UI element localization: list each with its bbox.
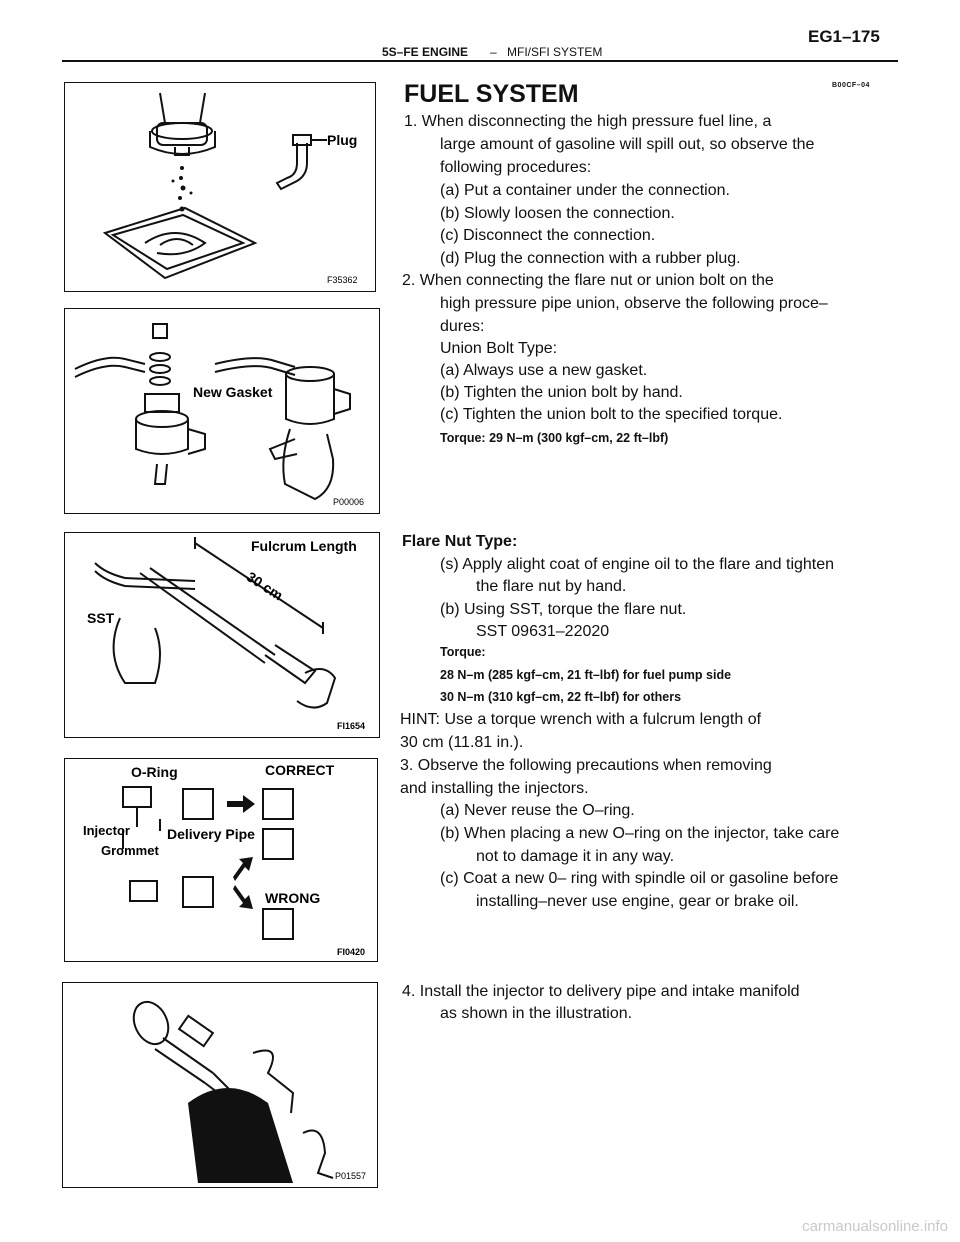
torque-label: Torque:	[440, 645, 486, 659]
label-grommet: Grommet	[101, 843, 159, 858]
figure-new-gasket	[64, 308, 380, 514]
text-line: high pressure pipe union, observe the following proce–	[440, 295, 828, 312]
text-line: 3. Observe the following precautions when removing	[400, 757, 772, 774]
text-line: (b) Slowly loosen the connection.	[440, 205, 675, 222]
label-new-gasket: New Gasket	[193, 384, 273, 400]
subheading-flare-nut: Flare Nut Type:	[402, 533, 518, 550]
figure-injector-install	[62, 982, 378, 1188]
text-line: installing–never use engine, gear or brake oil.	[476, 893, 799, 910]
torque-spec: 28 N–m (285 kgf–cm, 21 ft–lbf) for fuel pump side	[440, 668, 732, 682]
label-30cm: 30 cm	[243, 568, 286, 604]
label-wrong: WRONG	[265, 890, 321, 906]
header-system: MFI/SFI SYSTEM	[507, 45, 603, 59]
watermark-footer: carmanualsonline.info	[802, 1218, 948, 1235]
text-line: 4. Install the injector to delivery pipe and intake manifold	[402, 983, 800, 1000]
torque-spec: Torque: 29 N–m (300 kgf–cm, 22 ft–lbf)	[440, 431, 669, 445]
header-dash: –	[490, 45, 497, 59]
label-o-ring: O-Ring	[131, 764, 178, 780]
text-line: (s) Apply alight coat of engine oil to the flare and tighten	[440, 556, 835, 573]
figure-id-fi1654: FI1654	[337, 721, 366, 731]
text-line: Union Bolt Type:	[440, 340, 558, 357]
figure-plug	[64, 82, 376, 292]
figure-id-fi0420: FI0420	[337, 947, 366, 957]
text-line: SST 09631–22020	[476, 623, 610, 640]
figure-fulcrum-length	[64, 532, 380, 738]
header-engine: 5S–FE ENGINE	[382, 45, 469, 59]
text-line: (d) Plug the connection with a rubber plug.	[440, 250, 741, 267]
section-code: B00CF–04	[832, 82, 870, 89]
text-line: following procedures:	[440, 159, 592, 176]
text-line: not to damage it in any way.	[476, 848, 675, 865]
figure-id-p00006: P00006	[333, 497, 365, 507]
label-fulcrum-length: Fulcrum Length	[251, 538, 357, 554]
page-number: EG1–175	[808, 27, 880, 46]
label-plug: Plug	[327, 132, 358, 148]
text-line: (c) Coat a new 0– ring with spindle oil or gasoline before	[440, 870, 839, 887]
text-line: (a) Put a container under the connection.	[440, 182, 730, 199]
text-line: 30 cm (11.81 in.).	[400, 734, 524, 751]
page-title: FUEL SYSTEM	[404, 80, 579, 108]
text-line: (a) Never reuse the O–ring.	[440, 802, 635, 819]
text-line: 1. When disconnecting the high pressure fuel line, a	[404, 113, 772, 130]
text-line: (b) When placing a new O–ring on the injector, take care	[440, 825, 840, 842]
text-line: (b) Using SST, torque the flare nut.	[440, 601, 687, 618]
figure-id-f35362: F35362	[327, 275, 358, 285]
text-line: (b) Tighten the union bolt by hand.	[440, 384, 683, 401]
text-line: and installing the injectors.	[400, 780, 589, 797]
text-line: HINT: Use a torque wrench with a fulcrum length of	[400, 711, 762, 728]
text-line: dures:	[440, 318, 485, 335]
label-correct: CORRECT	[265, 762, 335, 778]
text-line: the flare nut by hand.	[476, 578, 627, 595]
label-injector: Injector	[83, 823, 130, 838]
figure-id-p01557: P01557	[335, 1171, 367, 1181]
text-line: as shown in the illustration.	[440, 1005, 633, 1022]
text-line: (a) Always use a new gasket.	[440, 362, 648, 379]
header-rule	[62, 60, 898, 62]
label-sst: SST	[87, 610, 115, 626]
text-line: (c) Tighten the union bolt to the specified torque.	[440, 406, 783, 423]
torque-spec: 30 N–m (310 kgf–cm, 22 ft–lbf) for others	[440, 690, 682, 704]
text-line: large amount of gasoline will spill out, so observe the	[440, 136, 815, 153]
label-delivery-pipe: Delivery Pipe	[167, 826, 255, 842]
text-line: 2. When connecting the flare nut or union bolt on the	[402, 272, 774, 289]
figure-o-ring	[64, 758, 378, 962]
text-line: (c) Disconnect the connection.	[440, 227, 656, 244]
